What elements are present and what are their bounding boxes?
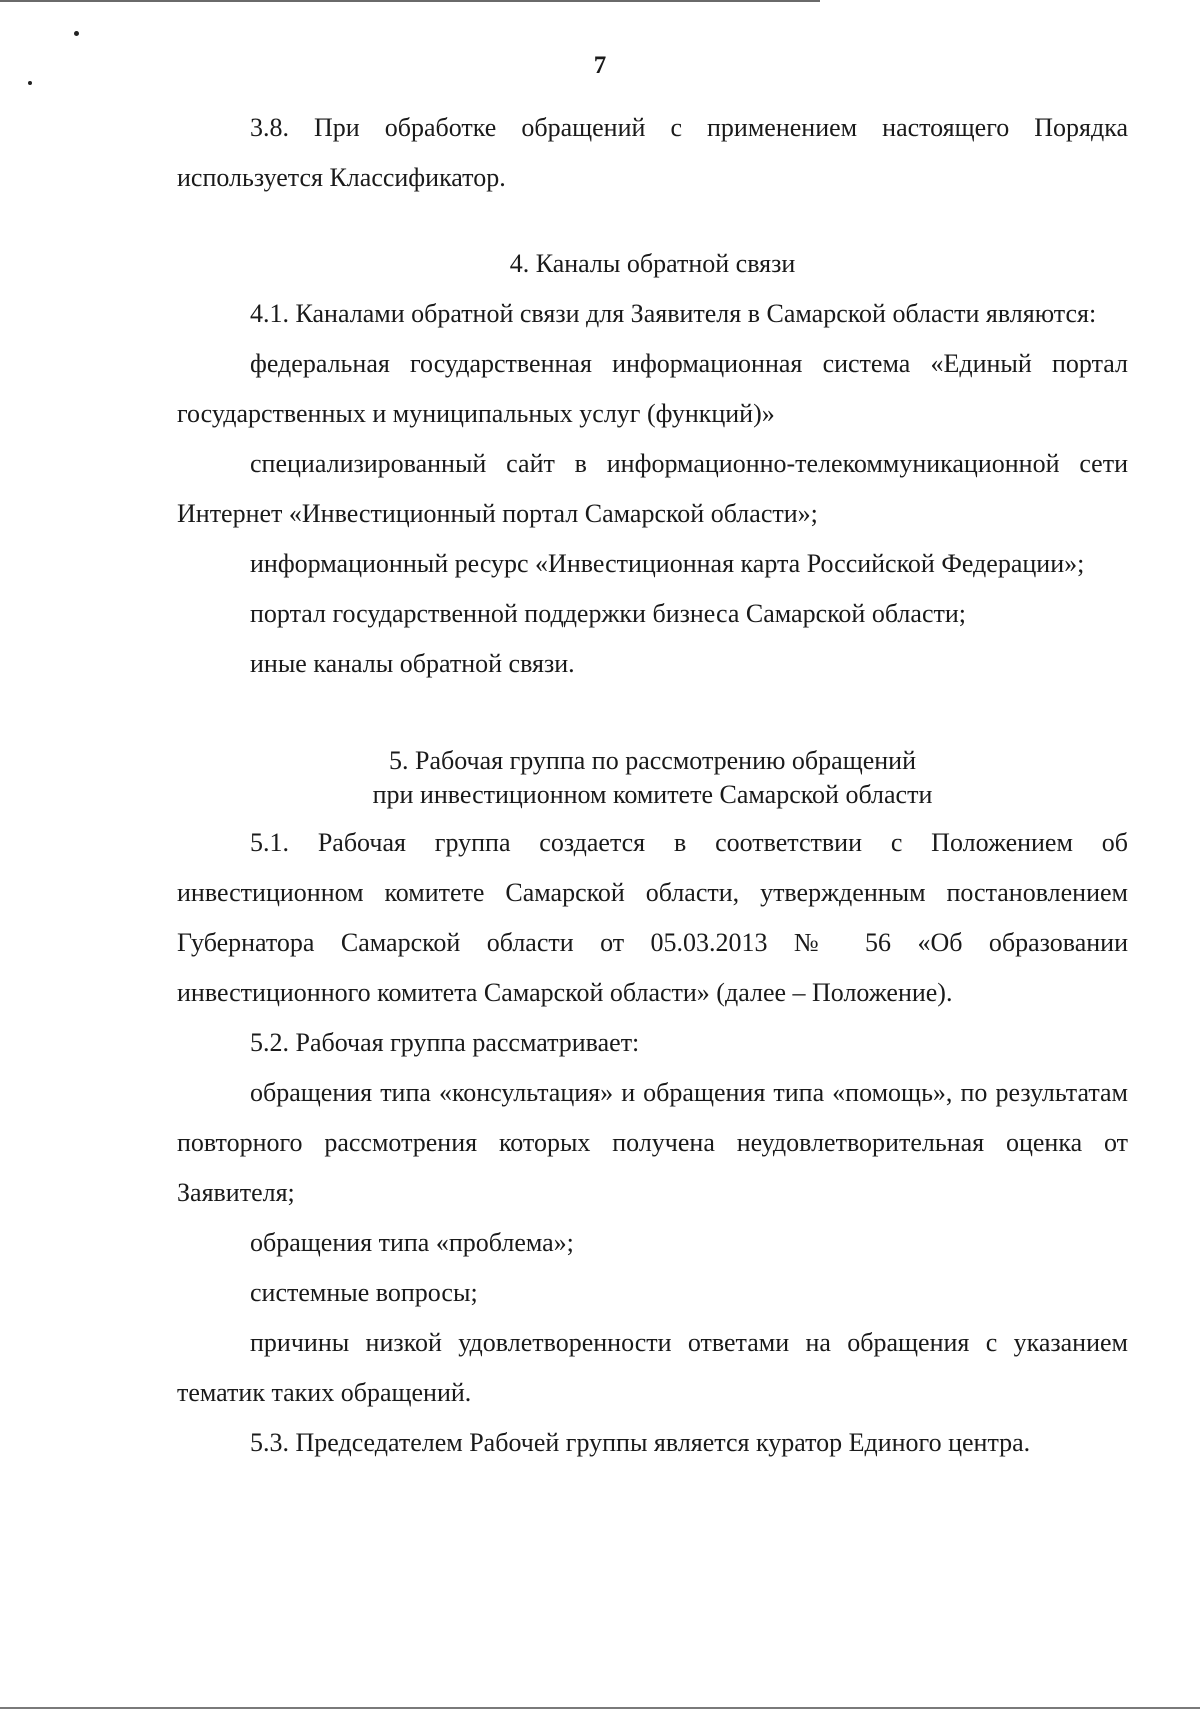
paragraph-4-1: 4.1. Каналами обратной связи для Заявителя в Самарской области являются: bbox=[250, 299, 1097, 328]
section-4-heading: 4. Каналы обратной связи bbox=[509, 249, 796, 278]
review-list-item: причины низкой удовлетворенности ответами на обращения с указанием тематик таких обращений. bbox=[177, 1328, 1128, 1407]
section-5-heading-line2: при инвестиционном комитете Самарской области bbox=[372, 780, 933, 809]
spacer bbox=[177, 203, 1128, 239]
page-number: 7 bbox=[593, 52, 607, 79]
paragraph-5-3: 5.3. Председателем Рабочей группы является куратор Единого центра. bbox=[250, 1428, 1031, 1457]
paragraph-3-8: 3.8. При обработке обращений с применением настоящего Порядка используется Классификатор. bbox=[177, 113, 1128, 192]
review-list-item: обращения типа «проблема»; bbox=[250, 1228, 574, 1257]
scan-speck bbox=[28, 81, 32, 85]
scan-edge-top bbox=[0, 0, 820, 2]
spacer bbox=[177, 689, 1128, 739]
paragraph-5-1: 5.1. Рабочая группа создается в соответствии с Положением об инвестиционном комитете Самарской области, утвержденным постановлением Губернатора Самарской области от 05.03.2013 № 56 «Об образовании инвестиционного комитета Самарской области» (далее – Положение). bbox=[177, 828, 1128, 1007]
channel-list-item: федеральная государственная информационная система «Единый портал государственных и муниципальных услуг (функций)» bbox=[177, 349, 1128, 428]
review-list-item: обращения типа «консультация» и обращения типа «помощь», по результатам повторного рассмотрения которых получена неудовлетворительная оценка от Заявителя; bbox=[177, 1078, 1128, 1207]
document-body bbox=[177, 103, 1128, 1468]
scan-speck bbox=[74, 31, 79, 36]
paragraph-5-2: 5.2. Рабочая группа рассматривает: bbox=[250, 1028, 640, 1057]
channel-list-item: иные каналы обратной связи. bbox=[250, 649, 575, 678]
section-5-heading bbox=[177, 739, 1128, 818]
section-5-heading-line1: 5. Рабочая группа по рассмотрению обращений bbox=[388, 746, 916, 775]
channel-list-item: информационный ресурс «Инвестиционная карта Российской Федерации»; bbox=[250, 549, 1085, 578]
scan-edge-bottom bbox=[0, 1707, 1200, 1709]
channel-list-item: портал государственной поддержки бизнеса Самарской области; bbox=[250, 599, 966, 628]
channel-list-item: специализированный сайт в информационно-телекоммуникационной сети Интернет «Инвестиционный портал Самарской области»; bbox=[177, 449, 1128, 528]
review-list-item: системные вопросы; bbox=[250, 1278, 478, 1307]
